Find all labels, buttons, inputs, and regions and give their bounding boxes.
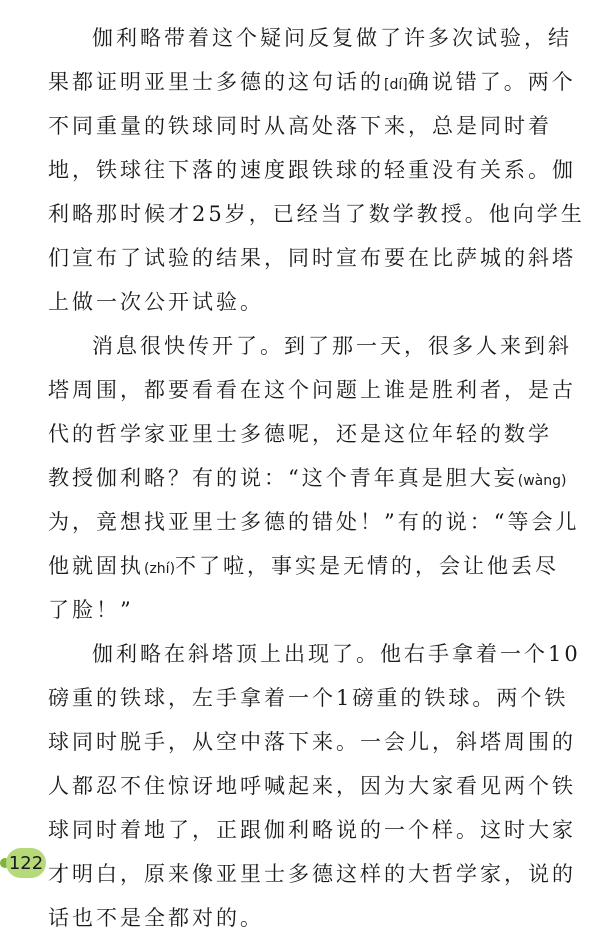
text-line: [48, 148, 576, 192]
text-segment: 才明白，原来像亚里士多德这样的大哲学家，说的: [48, 862, 576, 886]
pinyin-annotation: [dí]: [384, 77, 408, 93]
text-line: [48, 192, 585, 236]
text-line: [48, 588, 560, 632]
text-segment: 们宣布了试验的结果，同时宣布要在比萨城的斜塔: [48, 246, 576, 270]
pinyin-annotation: (wàng): [517, 473, 567, 489]
text-segment: 了脸！”: [48, 598, 134, 622]
text-segment: 球同时着地了，正跟伽利略说的一个样。这时大家: [48, 818, 576, 842]
text-line: [48, 16, 572, 60]
text-line: [48, 544, 560, 588]
text-segment: 人都忍不住惊讶地呼喊起来，因为大家看见两个铁: [48, 774, 576, 798]
page-number: 122: [8, 852, 44, 874]
text-line: [48, 676, 569, 720]
text-segment: 地，铁球往下落的速度跟铁球的轻重没有关系。伽: [48, 158, 576, 182]
text-line: [48, 632, 581, 676]
text-segment: 话也不是全都对的。: [48, 906, 264, 930]
text-segment: 利略那时候才25岁，已经当了数学教授。他向学生: [48, 202, 585, 226]
text-segment: 球同时脱手，从空中落下来。一会儿，斜塔周围的: [48, 730, 576, 754]
pinyin-annotation: (zhí): [144, 561, 176, 577]
text-line: [48, 236, 576, 280]
page-footer: [0, 840, 600, 884]
text-line: [48, 720, 576, 764]
text-line: [48, 896, 560, 940]
text-segment: 代的哲学家亚里士多德呢，还是这位年轻的数学: [48, 422, 552, 446]
text-segment: 不同重量的铁球同时从高处落下来，总是同时着: [48, 114, 552, 138]
text-line: [48, 324, 572, 368]
story-text: [48, 16, 585, 940]
text-segment: 他就固执: [48, 554, 144, 578]
text-segment: 教授伽利略？有的说：“这个青年真是胆大妄: [48, 466, 518, 490]
text-line: [48, 60, 576, 104]
text-line: [48, 104, 560, 148]
text-line: [48, 500, 580, 544]
text-line: [48, 368, 576, 412]
text-segment: 确说错了。两个: [407, 70, 576, 94]
text-segment: 为，竟想找亚里士多德的错处！”有的说：“等会儿: [48, 510, 580, 534]
paragraph: [48, 16, 585, 324]
page-number-badge: [6, 848, 46, 878]
paragraph: [48, 632, 581, 940]
text-line: [48, 456, 567, 500]
text-segment: 果都证明亚里士多德的这句话的: [48, 70, 384, 94]
text-segment: 不了啦，事实是无情的，会让他丢尽: [175, 554, 560, 578]
text-segment: 上做一次公开试验。: [48, 290, 264, 314]
text-segment: 伽利略带着这个疑问反复做了许多次试验，结: [92, 26, 572, 50]
text-segment: 消息很快传开了。到了那一天，很多人来到斜: [92, 334, 572, 358]
text-line: [48, 280, 560, 324]
text-segment: 伽利略在斜塔顶上出现了。他右手拿着一个10: [92, 642, 581, 666]
text-segment: 磅重的铁球，左手拿着一个1磅重的铁球。两个铁: [48, 686, 569, 710]
text-line: [48, 412, 560, 456]
text-segment: 塔周围，都要看看在这个问题上谁是胜利者，是古: [48, 378, 576, 402]
paragraph: [48, 324, 580, 632]
text-line: [48, 764, 576, 808]
